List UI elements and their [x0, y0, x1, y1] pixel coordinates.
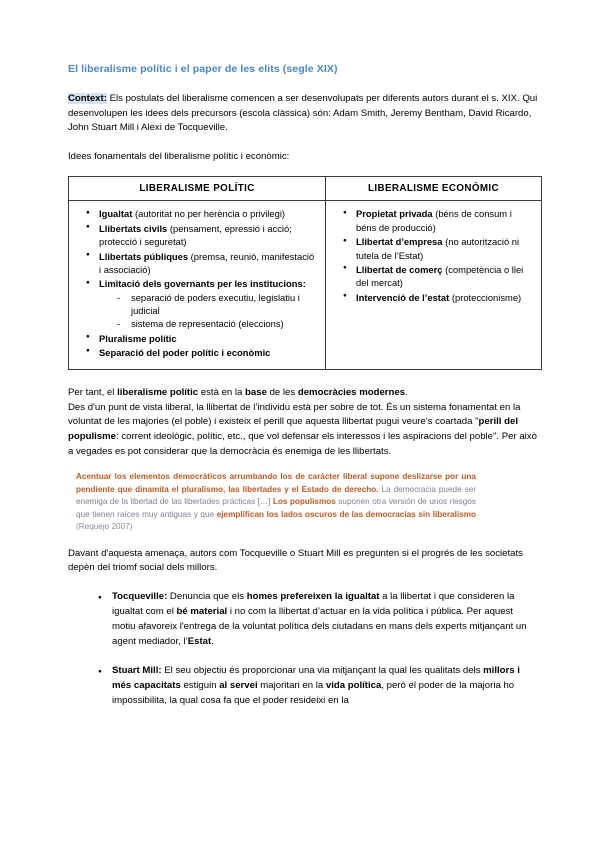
- item-term: Llibertat de comerç: [356, 263, 443, 275]
- text-fragment: .: [211, 635, 214, 647]
- text-emphasis: vida política: [325, 680, 382, 692]
- text-fragment: Des d'un punt de vista liberal, la llibertat de l’individu està per sobre de tot. És un sistema fonamentat en la voluntat de les majories (el poble) i existeix el perill que aquesta llibertat pugui veure's coartada ": [68, 401, 521, 428]
- list-item: [356, 263, 533, 290]
- text-fragment: Per tant, el: [68, 387, 118, 399]
- conclusion-paragraph: [68, 386, 540, 459]
- text-fragment: , però el poder de la majoria ho impossibilita, la qual cosa fa que el poder resideixi en la: [112, 680, 515, 707]
- economic-list: [334, 207, 533, 303]
- item-detail: (no autorització ni tutela de l’Estat): [356, 236, 520, 261]
- ideas-table: [68, 176, 542, 370]
- list-item: [356, 207, 533, 234]
- quote-strong-3: ejemplifican los lados oscuros de las democracias sin liberalismo: [216, 509, 476, 519]
- context-label: Context:: [68, 93, 107, 105]
- text-fragment: a la llibertat i que consideren la igualtat com el: [112, 591, 515, 617]
- sub-list-item: - sistema de representació (eleccions): [131, 317, 317, 330]
- column-header-political: LIBERALISME POLÍTIC: [69, 177, 326, 201]
- table-header-row: [69, 177, 542, 201]
- text-emphasis: homes prefereixen la igualtat: [246, 591, 380, 603]
- item-term: Llibertats civils: [99, 222, 168, 234]
- cell-political: [69, 201, 326, 370]
- list-item: [99, 207, 317, 220]
- text-fragment: estiguin: [180, 680, 220, 692]
- list-item: [356, 291, 533, 304]
- text-emphasis: al servei: [219, 680, 258, 692]
- context-paragraph: [68, 92, 540, 136]
- text-emphasis: Estat: [187, 635, 212, 647]
- quotation-block: [76, 471, 476, 534]
- item-term: Pluralisme polític: [99, 332, 177, 344]
- list-item: [356, 235, 533, 262]
- item-detail: (autoritat no per herència o privilegi): [132, 208, 286, 220]
- text-fragment: està en la: [198, 387, 246, 399]
- list-item: [99, 277, 317, 330]
- item-term: Propietat privada: [356, 208, 433, 220]
- quote-faded-2: suponen otra versión de unos riesgos que tienen raíces muy antiguas y que: [76, 497, 476, 519]
- text-emphasis: perill del populisme: [68, 416, 518, 442]
- list-item: [112, 590, 540, 649]
- list-item: [99, 332, 317, 345]
- list-item: [99, 346, 317, 359]
- text-fragment: El seu objectiu és proporcionar una via mitjançant la qual les qualitats dels: [161, 665, 484, 677]
- item-detail: (competència o llei del mercat): [356, 263, 524, 289]
- item-term: Llibertat d’empresa: [356, 236, 443, 248]
- sub-list-item: - separació de poders executiu, legislatiu i judicial: [131, 291, 317, 318]
- author-name: Stuart Mill:: [112, 665, 162, 677]
- text-emphasis: democràcies modernes: [297, 387, 406, 399]
- text-fragment: : corrent ideològic, polític, etc., que vol defensar els interessos i les aspiracions del poble". Per això a vegades es pot considerar que la democràcia és enemiga de les llibertats.: [68, 431, 537, 457]
- text-fragment: i no com la llibertat d’actuar en la vida política i pública. Per aquest motiu afavoreix l'entrega de la voluntat política dels ciutadans en mans dels experts mitjançant un agent mediador, l’: [112, 605, 527, 647]
- column-header-economic: LIBERALISME ECONÒMIC: [326, 177, 542, 201]
- text-fragment: Denuncia que els: [167, 591, 247, 603]
- author-name: Tocqueville:: [112, 591, 168, 603]
- page-title: El liberalisme polític i el paper de les elits (segle XIX): [68, 63, 338, 75]
- text-emphasis: millors i més capacitats: [112, 665, 520, 692]
- item-detail: (pensament, epressió i acció; protecció i seguretat): [99, 222, 292, 248]
- quote-strong-1: Acentuar los elementos democráticos arrumbando los de carácter liberal supone deslizarse por una pendiente que dinamita el pluralismo, las libertades y el Estado de derecho.: [76, 472, 476, 494]
- text-emphasis: base: [245, 387, 267, 399]
- authors-list: [68, 590, 540, 709]
- text-emphasis: liberalisme polític: [117, 387, 199, 399]
- item-term: Limitació dels governants per les institucions:: [99, 278, 306, 290]
- item-term: Separació del poder polític i econòmic: [99, 346, 271, 358]
- text-fragment: de les: [266, 387, 298, 399]
- text-fragment: majoritari en la: [257, 680, 326, 692]
- quote-strong-2: Los populismos: [272, 497, 336, 507]
- item-detail: (proteccionisme): [449, 291, 522, 303]
- list-item: [99, 222, 317, 249]
- item-term: Intervenció de l’estat: [356, 291, 450, 303]
- item-detail: (premsa, reunió, manifestació i associació): [99, 250, 315, 275]
- quote-citation: (Requejo 2007): [76, 522, 133, 532]
- closing-paragraph: Davant d'aquesta amenaça, autors com Tocqueville o Stuart Mill es pregunten si el progrés de les societats depèn del triomf social dels millors.: [68, 547, 523, 574]
- list-item: [99, 250, 317, 277]
- table-row: [69, 201, 542, 370]
- list-item: [112, 664, 540, 709]
- political-list: [77, 207, 317, 359]
- context-text: Els postulats del liberalisme comencen a ser desenvolupats per diferents autors durant el s. XIX. Qui desenvolupen les idees dels precursors (escola clàssica) són: Adam Smith, Jeremy Bentham, David Ricardo, John Stuart Mill i Alexi de Tocqueville.: [68, 93, 538, 134]
- text-fragment: .: [405, 387, 408, 399]
- item-term: Igualtat: [99, 208, 133, 220]
- text-emphasis: bé material: [176, 605, 228, 617]
- item-term: Llibertats públiques: [99, 250, 189, 262]
- item-detail: (béns de consum i béns de producció): [356, 208, 512, 233]
- cell-economic: [326, 201, 542, 370]
- quote-faded-1: La democracia puede ser enemiga de la libertad de las libertades prácticas […]: [76, 484, 476, 507]
- intro-paragraph: Idees fonamentals del liberalisme polític i econòmic:: [68, 150, 290, 162]
- political-sub-list: [99, 291, 317, 331]
